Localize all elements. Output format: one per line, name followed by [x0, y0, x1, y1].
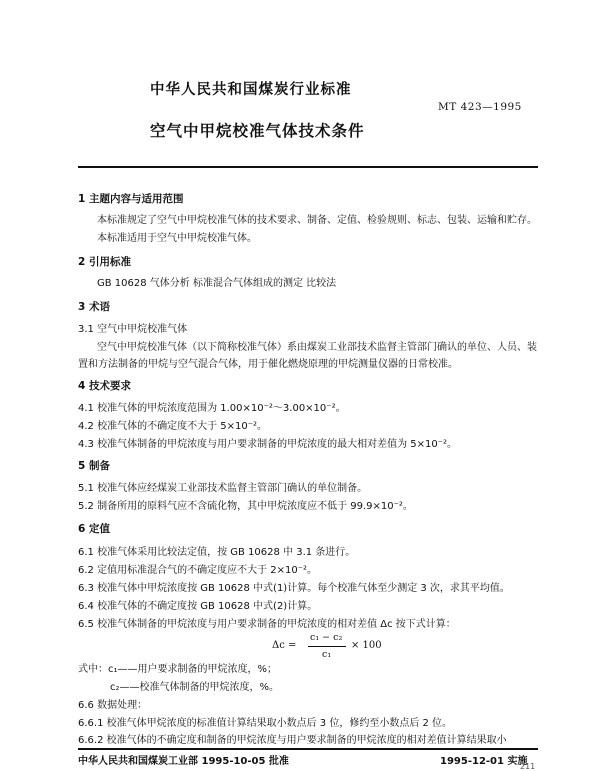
- standard-number: MT 423—1995: [438, 101, 522, 113]
- formula-where-1: 式中：c₁——用户要求制备的甲烷浓度，%；: [78, 664, 278, 675]
- formula-where-2: c₂——校准气体制备的甲烷浓度，%。: [110, 682, 280, 693]
- section-6-item: 6.3 校准气体中甲烷浓度按 GB 10628 中式(1)计算。每个校准气体至少测定 3 次，求其平均值。: [78, 583, 510, 594]
- section-2-heading: 2 引用标准: [78, 256, 131, 268]
- section-5-heading: 5 制备: [78, 460, 110, 472]
- section-6-item: 6.1 校准气体采用比较法定值，按 GB 10628 中 3.1 条进行。: [78, 547, 356, 558]
- section-5-item: 5.1 校准气体应经煤炭工业部技术监督主管部门确认的单位制备。: [78, 483, 368, 494]
- footer-divider: [78, 748, 538, 750]
- formula-numerator: c₁ − c₂: [310, 632, 343, 643]
- section-6-6: 6.6 数据处理：: [78, 700, 148, 711]
- section-3-heading: 3 术语: [78, 301, 110, 313]
- section-6-item: 6.4 校准气体的不确定度按 GB 10628 中式(2)计算。: [78, 601, 318, 612]
- standard-title: 中华人民共和国煤炭行业标准: [150, 82, 352, 98]
- approval-statement: 中华人民共和国煤炭工业部 1995-10-05 批准: [78, 756, 289, 767]
- section-1-paragraph-2: 本标准适用于空气中甲烷校准气体。: [97, 233, 257, 244]
- formula-denominator: c₁: [322, 649, 332, 660]
- formula-fraction-bar: [308, 646, 346, 647]
- section-1-heading: 1 主题内容与适用范围: [78, 193, 184, 205]
- section-3-definition-line-2: 置和方法制备的甲烷与空气混合气体，用于催化燃烧原理的甲烷测量仪器的日常校准。: [78, 359, 458, 370]
- section-4-heading: 4 技术要求: [78, 380, 131, 392]
- section-6-heading: 6 定值: [78, 523, 110, 535]
- section-6-item: 6.2 定值用标准混合气的不确定度应不大于 2×10⁻²。: [78, 565, 318, 576]
- document-title: 空气中甲烷校准气体技术条件: [150, 122, 365, 140]
- implementation-date: 1995-12-01 实施: [440, 756, 528, 767]
- section-2-reference: GB 10628 气体分析 标准混合气体组成的测定 比较法: [97, 278, 337, 289]
- formula-lhs: Δc =: [272, 640, 297, 651]
- section-5-item: 5.2 制备所用的原料气应不含硫化物，其中甲烷浓度应不低于 99.9×10⁻²。: [78, 501, 413, 512]
- section-3-1-term: 3.1 空气中甲烷校准气体: [78, 324, 188, 335]
- section-6-6-2: 6.6.2 校准气体的不确定度和制备的甲烷浓度与用户要求制备的甲烷浓度的相对差值计算结果取小: [78, 731, 513, 746]
- section-4-item: 4.1 校准气体的甲烷浓度范围为 1.00×10⁻²～3.00×10⁻²。: [78, 403, 346, 414]
- header-divider: [78, 166, 538, 168]
- section-1-paragraph-1: 本标准规定了空气中甲烷校准气体的技术要求、制备、定值、检验规则、标志、包装、运输和贮存。: [97, 215, 537, 226]
- formula-tail: × 100: [351, 640, 382, 651]
- section-6-6-1: 6.6.1 校准气体甲烷浓度的标准值计算结果取小数点后 3 位，修约至小数点后 2 位。: [78, 718, 453, 729]
- section-4-item: 4.3 校准气体制备的甲烷浓度与用户要求制备的甲烷浓度的最大相对差值为 5×10⁻²。: [78, 439, 458, 450]
- section-4-item: 4.2 校准气体的不确定度不大于 5×10⁻²。: [78, 421, 268, 432]
- section-3-definition-line-1: 空气中甲烷校准气体（以下简称校准气体）系由煤炭工业部技术监督主管部门确认的单位、人员、装: [97, 342, 537, 353]
- section-6-item: 6.5 校准气体制备的甲烷浓度与用户要求制备的甲烷浓度的相对差值 Δc 按下式计算：: [78, 619, 456, 630]
- page-number: 211: [520, 762, 536, 771]
